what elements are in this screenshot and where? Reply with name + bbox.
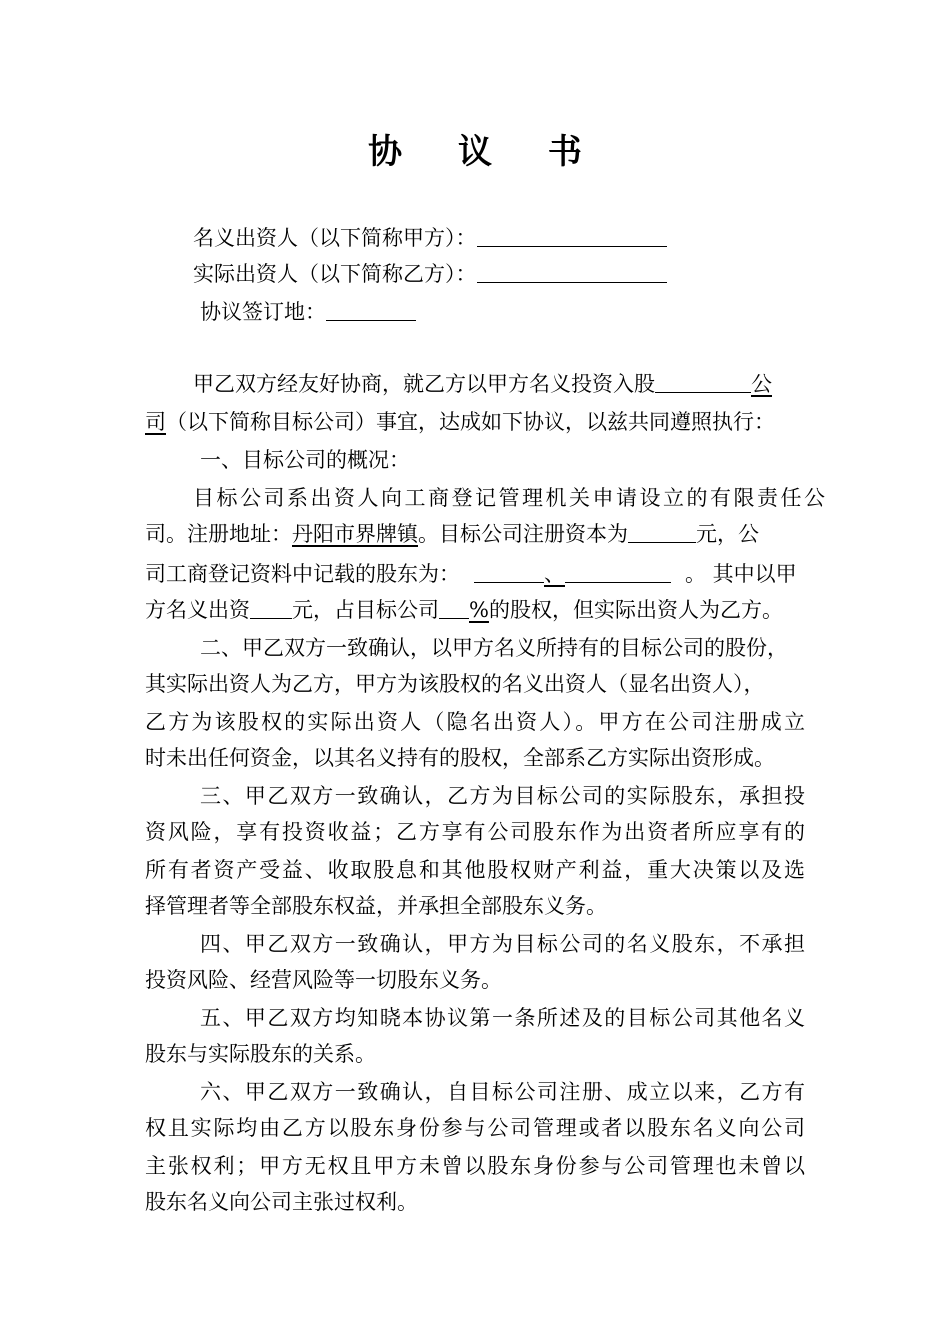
section-1-line-2 [145, 516, 825, 552]
actual-investor-blank [477, 260, 667, 283]
document-title: 协 议 书 [368, 132, 604, 172]
section-4-line-2: 投资风险、经营风险等一切股东义务。 [145, 968, 502, 992]
s1-text-4c: 的股权，但实际出资人为乙方。 [488, 598, 783, 622]
registered-address: 丹阳市界牌镇 [292, 522, 418, 546]
company-name-blank [655, 370, 751, 393]
section-6-line-2: 权且实际均由乙方以股东身份参与公司管理或者以股东名义向公司 [145, 1116, 805, 1140]
section-3-line-4: 择管理者等全部股东权益，并承担全部股东义务。 [145, 894, 607, 918]
s1-text-2c: 元，公 [696, 522, 759, 546]
s1-text-4b: 元，占目标公司 [292, 598, 439, 622]
nominal-investor-label: 名义出资人（以下简称甲方）： [193, 226, 477, 250]
intro-text-2: （以下简称目标公司）事宜，达成如下协议，以兹共同遵照执行： [166, 410, 775, 434]
section-3-line-2: 资风险，享有投资收益；乙方享有公司股东作为出资者所应享有的 [145, 820, 805, 844]
section-4-line-1: 四、甲乙双方一致确认，甲方为目标公司的名义股东，不承担 [200, 932, 805, 956]
section-6-line-1: 六、甲乙双方一致确认，自目标公司注册、成立以来，乙方有 [200, 1080, 805, 1104]
section-6-line-4: 股东名义向公司主张过权利。 [145, 1190, 418, 1214]
s1-text-3a: 司工商登记资料中记载的股东为： [145, 562, 460, 586]
section-3-line-1: 三、甲乙双方一致确认，乙方为目标公司的实际股东，承担投 [200, 784, 805, 808]
section-2-line-3: 乙方为该股权的实际出资人（隐名出资人）。甲方在公司注册成立 [145, 710, 805, 734]
section-5-line-2: 股东与实际股东的关系。 [145, 1042, 376, 1066]
percent-sign: % [469, 598, 489, 622]
registered-capital-blank [628, 520, 696, 543]
s1-text-3b: 。 其中以甲 [685, 562, 797, 586]
intro-text-1: 甲乙双方经友好协商，就乙方以甲方名义投资入股 [193, 372, 655, 396]
nominal-investor-line [193, 220, 873, 256]
s1-text-2a: 司。注册地址： [145, 522, 292, 546]
intro-line-1 [193, 366, 813, 402]
actual-investor-line [193, 256, 873, 292]
shareholder-1-blank [474, 560, 544, 583]
shareholder-2-blank [565, 560, 671, 583]
intro-company-char: 公 [751, 372, 772, 396]
section-2-line-1: 二、甲乙双方一致确认，以甲方名义所持有的目标公司的股份， [200, 636, 788, 660]
section-1-line-1: 目标公司系出资人向工商登记管理机关申请设立的有限责任公 [193, 486, 825, 510]
section-5-line-1: 五、甲乙双方均知晓本协议第一条所述及的目标公司其他名义 [200, 1006, 805, 1030]
section-2-line-2: 其实际出资人为乙方，甲方为该股权的名义出资人（显名出资人）， [145, 672, 765, 696]
intro-line-2 [145, 404, 825, 440]
signing-place-blank [326, 298, 416, 321]
section-1-line-3 [145, 556, 825, 592]
section-6-line-3: 主张权利；甲方无权且甲方未曾以股东身份参与公司管理也未曾以 [145, 1154, 805, 1178]
section-2-line-4: 时未出任何资金，以其名义持有的股权，全部系乙方实际出资形成。 [145, 746, 775, 770]
signing-place-line [200, 294, 880, 330]
nominal-investor-blank [477, 224, 667, 247]
actual-investor-label: 实际出资人（以下简称乙方）： [193, 262, 477, 286]
s1-text-4a: 方名义出资 [145, 598, 250, 622]
section-1-heading: 一、目标公司的概况： [200, 448, 410, 472]
s1-text-2b: 。目标公司注册资本为 [418, 522, 628, 546]
investment-amount-blank [250, 596, 292, 619]
section-1-line-4 [145, 592, 825, 628]
section-3-line-3: 所有者资产受益、收取股息和其他股权财产利益，重大决策以及选 [145, 858, 805, 882]
share-percent-blank [439, 596, 469, 619]
intro-company-char-2: 司 [145, 410, 166, 434]
shareholder-separator: 、 [544, 562, 565, 586]
signing-place-label: 协议签订地： [200, 300, 326, 324]
